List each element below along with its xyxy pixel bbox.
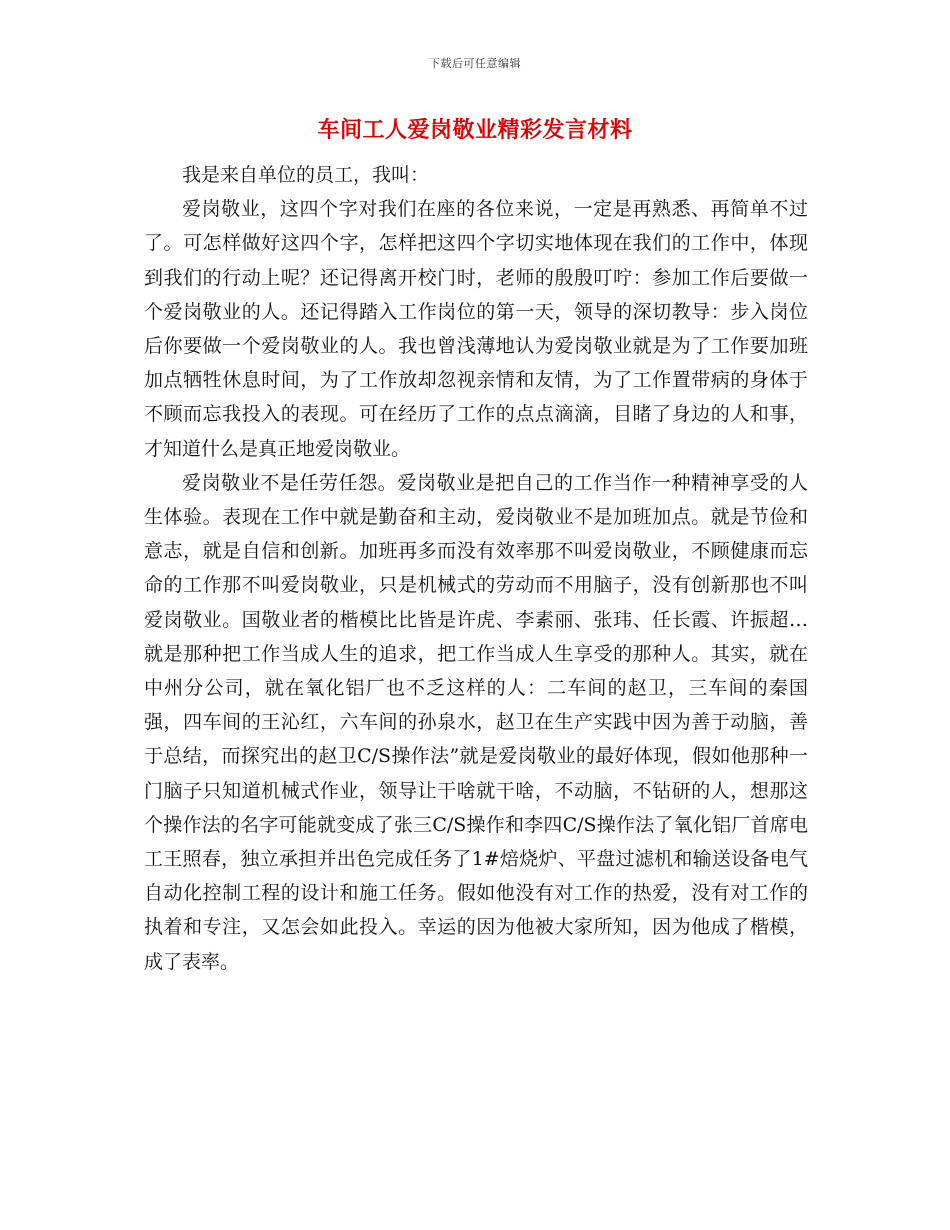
- paragraph-1: 爱岗敬业，这四个字对我们在座的各位来说，一定是再熟悉、再简单不过了。可怎样做好这四个字，怎样把这四个字切实地体现在我们的工作中，体现到我们的行动上呢？还记得离开校门时，老师的殷殷叮咛：参加工作后要做一个爱岗敬业的人。还记得踏入工作岗位的第一天，领导的深切教导：步入岗位后你要做一个爱岗敬业的人。我也曾浅薄地认为爱岗敬业就是为了工作要加班加点牺牲休息时间，为了工作放却忽视亲情和友情，为了工作置带病的身体于不顾而忘我投入的表现。可在经历了工作的点点滴滴，目睹了身边的人和事，才知道什么是真正地爱岗敬业。: [144, 198, 808, 460]
- document-body: [144, 158, 808, 979]
- document-title: 车间工人爱岗敬业精彩发言材料: [317, 117, 633, 143]
- paragraph-2: 爱岗敬业不是任劳任怨。爱岗敬业是把自己的工作当作一种精神享受的人生体验。表现在工作中就是勤奋和主动，爱岗敬业不是加班加点。就是节俭和意志，就是自信和创新。加班再多而没有效率那不叫爱岗敬业，不顾健康而忘命的工作那不叫爱岗敬业，只是机械式的劳动而不用脑子，没有创新那也不叫爱岗敬业。国敬业者的楷模比比皆是许虎、李素丽、张玮、任长霞、许振超…就是那种把工作当成人生的追求，把工作当成人生享受的那种人。其实，就在中州分公司，就在氧化铝厂也不乏这样的人：二车间的赵卫，三车间的秦国强，四车间的王沁红，六车间的孙泉水，赵卫在生产实践中因为善于动脑，善于总结，而探究出的赵卫C/S操作法”就是爱岗敬业的最好体现，假如他那种一门脑子只知道机械式作业，领导让干啥就干啥，不动脑，不钻研的人，想那这个操作法的名字可能就变成了张三C/S操作和李四C/S操作法了氧化铝厂首席电工王照春，独立承担并出色完成任务了1#焙烧炉、平盘过滤机和输送设备电气自动化控制工程的设计和施工任务。假如他没有对工作的热爱，没有对工作的执着和专注，又怎会如此投入。幸运的因为他被大家所知，因为他成了楷模，成了表率。: [144, 471, 808, 973]
- paragraph-intro: 我是来自单位的员工，我叫：: [182, 164, 430, 186]
- page-header-note: 下载后可任意编辑: [429, 57, 521, 70]
